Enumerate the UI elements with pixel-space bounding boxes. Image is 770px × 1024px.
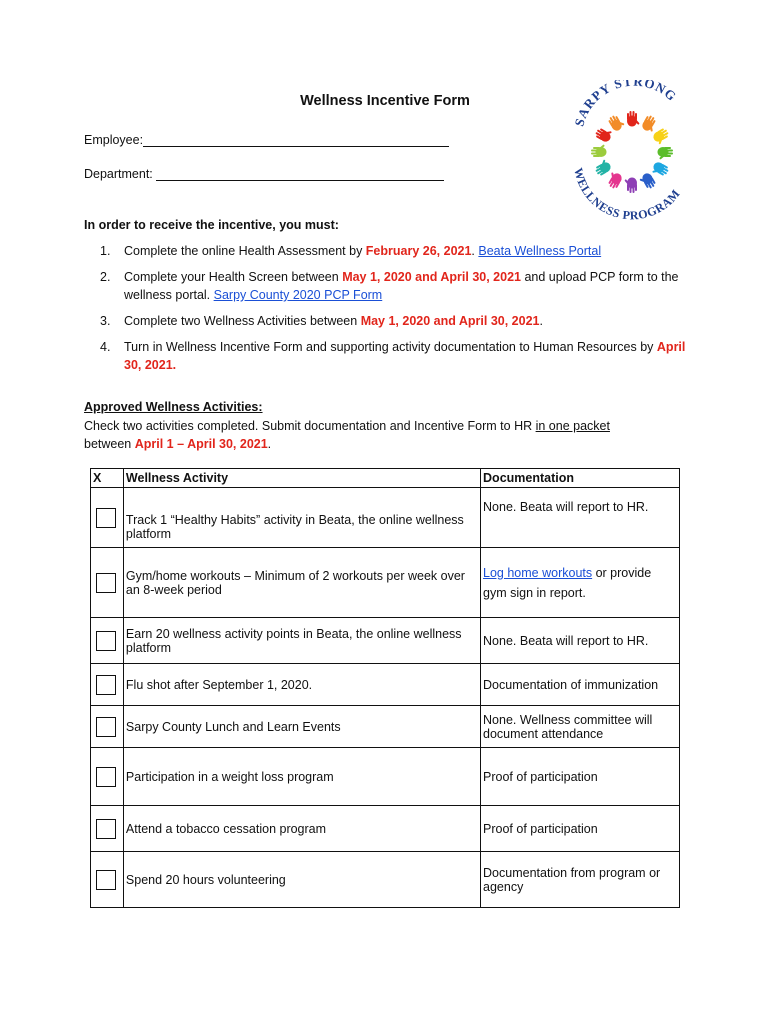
- activity-cell: Earn 20 wellness activity points in Beata, the online wellness platform: [123, 618, 480, 664]
- activity-checkbox[interactable]: [96, 870, 116, 890]
- hands-ring: [591, 111, 673, 193]
- table-row: [91, 748, 680, 806]
- documentation-cell: Proof of participation: [481, 806, 680, 852]
- sarpy-strong-logo: [570, 80, 695, 225]
- table-row: [91, 664, 680, 706]
- table-row: [91, 548, 680, 618]
- department-input-line[interactable]: [156, 166, 444, 181]
- hand-print-icon: [640, 114, 659, 134]
- hand-print-icon: [594, 125, 614, 144]
- hand-print-icon: [652, 127, 672, 146]
- activity-checkbox[interactable]: [96, 717, 116, 737]
- activity-cell: Attend a tobacco cessation program: [123, 806, 480, 852]
- step-item: 2. Complete your Health Screen between May 1, 2020 and April 30, 2021 and upload PCP form to the wellness portal. Sarpy County 2020 PCP Form: [100, 270, 679, 302]
- beata-portal-link[interactable]: Beata Wellness Portal: [478, 244, 602, 258]
- employee-input-line[interactable]: [143, 132, 449, 147]
- activity-checkbox[interactable]: [96, 767, 116, 787]
- step-item: 4. Turn in Wellness Incentive Form and supporting activity documentation to Human Resources by April 30, 2021.: [100, 340, 686, 372]
- documentation-cell: Documentation from program or agency: [481, 852, 680, 908]
- steps-list: [86, 242, 696, 382]
- employee-label: Employee:: [84, 133, 144, 147]
- documentation-cell: Proof of participation: [481, 748, 680, 806]
- activity-cell: Participation in a weight loss program: [123, 748, 480, 806]
- department-label: Department:: [84, 167, 157, 181]
- hand-print-icon: [607, 113, 626, 133]
- header-check: X: [91, 469, 124, 488]
- activity-checkbox[interactable]: [96, 675, 116, 695]
- hand-print-icon: [591, 144, 607, 157]
- svg-text:SARPY STRONG: [571, 80, 679, 128]
- hand-print-icon: [593, 158, 613, 177]
- header-activity: Wellness Activity: [123, 469, 480, 488]
- pcp-form-link[interactable]: Sarpy County 2020 PCP Form: [213, 288, 383, 302]
- documentation-cell: None. Wellness committee will document attendance: [481, 706, 680, 748]
- hand-print-icon: [605, 170, 624, 190]
- form-title: Wellness Incentive Form: [300, 93, 470, 109]
- step-item: 3. Complete two Wellness Activities between May 1, 2020 and April 30, 2021.: [100, 314, 543, 328]
- intro-heading: In order to receive the incentive, you must:: [84, 218, 339, 232]
- table-row: [91, 852, 680, 908]
- activities-table: [90, 468, 680, 908]
- logo-bottom-text: WELLNESS PROGRAM: [571, 166, 683, 223]
- activity-cell: Sarpy County Lunch and Learn Events: [123, 706, 480, 748]
- activity-cell: Track 1 “Healthy Habits” activity in Beata, the online wellness platform: [123, 488, 480, 548]
- table-row: [91, 806, 680, 852]
- step-item: 1. Complete the online Health Assessment by February 26, 2021. Beata Wellness Portal: [100, 244, 602, 258]
- activity-checkbox[interactable]: [96, 631, 116, 651]
- log-home-workouts-link[interactable]: Log home workouts: [483, 565, 593, 580]
- activity-cell: Spend 20 hours volunteering: [123, 852, 480, 908]
- table-header-row: [91, 469, 680, 488]
- employee-field[interactable]: [84, 132, 449, 147]
- activity-checkbox[interactable]: [96, 819, 116, 839]
- activity-checkbox[interactable]: [96, 573, 116, 593]
- logo-top-text: SARPY STRONG: [571, 80, 680, 128]
- table-row: [91, 706, 680, 748]
- header-documentation: Documentation: [481, 469, 680, 488]
- activity-checkbox[interactable]: [96, 508, 116, 528]
- approved-instructions: Check two activities completed. Submit documentation and Incentive Form to HR in one packet between April 1 – April 30, 2021.: [84, 419, 610, 451]
- documentation-cell: Log home workouts or provide gym sign in report.: [481, 548, 680, 618]
- hand-print-icon: [627, 111, 640, 127]
- hand-print-icon: [658, 147, 674, 160]
- documentation-cell: Documentation of immunization: [481, 664, 680, 706]
- documentation-cell: None. Beata will report to HR.: [481, 488, 680, 548]
- hand-print-icon: [650, 160, 670, 179]
- hand-print-icon: [638, 172, 657, 192]
- activity-cell: Gym/home workouts – Minimum of 2 workouts per week over an 8-week period: [123, 548, 480, 618]
- approved-heading: Approved Wellness Activities:: [84, 400, 263, 414]
- svg-text:WELLNESS PROGRAM: [571, 166, 683, 222]
- activity-cell: Flu shot after September 1, 2020.: [123, 664, 480, 706]
- documentation-cell: None. Beata will report to HR.: [481, 618, 680, 664]
- hand-print-icon: [624, 178, 637, 194]
- department-field[interactable]: [84, 166, 444, 181]
- table-row: [91, 618, 680, 664]
- table-row: [91, 488, 680, 548]
